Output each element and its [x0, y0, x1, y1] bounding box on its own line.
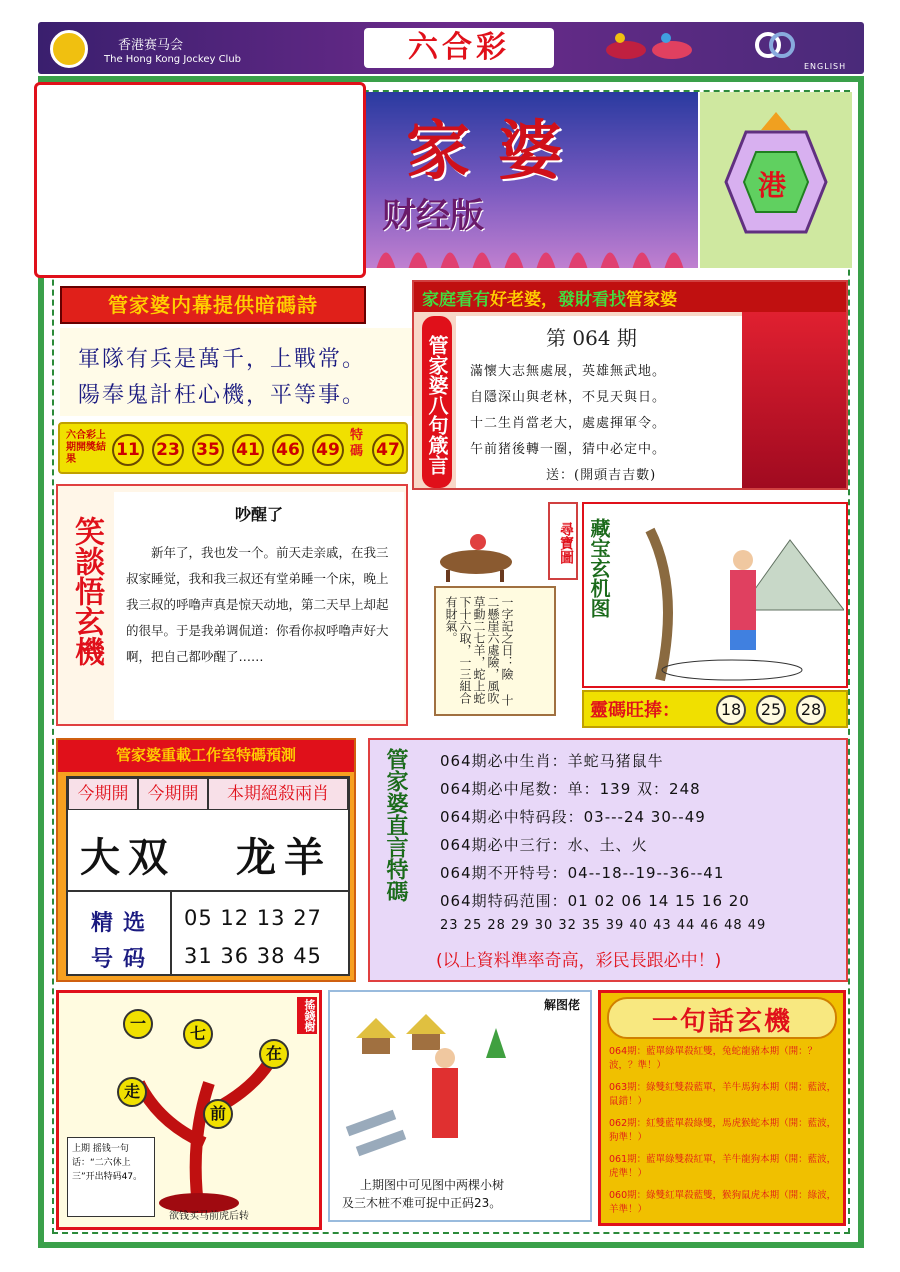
prediction-value-1: 大双: [80, 834, 176, 881]
lantern-panel: [700, 92, 852, 268]
result-ball: 35: [192, 434, 224, 466]
pick-label: 精选号码: [90, 911, 155, 972]
eight-verses-header: [414, 282, 846, 312]
poem-header: [60, 286, 366, 324]
prediction-panel: [56, 738, 356, 982]
joke-text: 新年了，我也发一个。前天走亲戚，在我三叔家睡觉，我和我三叔还有堂弟睡一个床，晚上我三叔的呼噜声真是惊天动地，第二天早上却起的很早。于是我弟调侃道：你看你叔呼噜声好大啊，把自己都吵醒了……: [126, 545, 389, 664]
lottery-title: 六合彩: [408, 30, 510, 65]
table-divider: [68, 890, 348, 892]
picture-clue-label: 解图佬: [543, 998, 580, 1012]
eight-verses-content: [456, 316, 742, 488]
direct-tips-panel: [368, 738, 848, 982]
treasure-vertical-title: 藏宝玄机图: [587, 518, 611, 618]
lottery-title-box: [364, 28, 554, 68]
riddle-line: 063期：綠雙紅雙殺藍單，羊牛馬狗本期（開：藍波，鼠錯！）: [609, 1082, 837, 1107]
riddle-title: 一句話玄機: [651, 1007, 792, 1037]
tip-line: 064期必中生肖：羊蛇马猪鼠牛: [440, 752, 664, 770]
results-label: 六合彩上期開獎結果: [66, 430, 106, 465]
money-tree-panel: [56, 990, 322, 1230]
mark-six-logo-icon: [750, 30, 800, 60]
header-part-c: 發財看找: [558, 290, 626, 310]
money-tree-title: 搖錢樹: [297, 997, 317, 1034]
result-ball: 23: [152, 434, 184, 466]
result-ball: 46: [272, 434, 304, 466]
header-part-a: 家庭看有: [422, 290, 490, 310]
banner: [366, 92, 698, 268]
racing-horses-icon: [598, 26, 708, 68]
tip-line: 064期必中尾数：单：139 双：248: [440, 780, 701, 798]
lotus-decoration-icon: [366, 230, 698, 268]
tree-note: 上期 摇钱一句话：“二六休上三”开出特码47。: [67, 1137, 155, 1217]
riddle-line: 064期：藍單綠單殺紅雙，兔蛇龍豬本期（開：？波，？準！）: [609, 1046, 818, 1071]
joke-title: 吵醒了: [234, 505, 283, 524]
pick-numbers-row-1: 05 12 13 27: [184, 906, 322, 930]
eight-verses-vertical-title: 管家婆八句箴言: [422, 316, 452, 488]
english-link[interactable]: ENGLISH: [804, 62, 847, 71]
verse-line: 滿懷大志無處展，英雄無武地。: [470, 364, 667, 379]
banner-subtitle: 财经版: [382, 196, 484, 236]
riddle-scroll: [434, 586, 556, 716]
lantern-badge: 港: [758, 169, 787, 202]
horse-rider-icon: [426, 528, 526, 584]
tree-coin: 走: [117, 1077, 147, 1107]
prediction-value-2: 龙羊: [236, 834, 332, 881]
riddle-line: 061期：藍單綠雙殺紅單，羊牛龍狗本期（開：藍波，虎準！）: [609, 1154, 837, 1179]
lucky-ball: 28: [796, 695, 826, 725]
result-ball: 41: [232, 434, 264, 466]
tree-coin: 前: [203, 1099, 233, 1129]
hkjc-logo-icon: [50, 30, 88, 68]
org-name-cn: 香港赛马会: [118, 38, 184, 53]
col-header-1: 今期開: [68, 778, 138, 810]
poem-line-1: 軍隊有兵是萬千，上戰常。: [78, 347, 367, 372]
tip-line: 064期必中三行：水、土、火: [440, 836, 648, 854]
special-label: 特碼: [350, 428, 364, 459]
last-results: [58, 422, 408, 474]
joke-content: [114, 492, 404, 720]
treasure-area: [420, 502, 848, 730]
col-header-3: 本期絕殺兩肖: [208, 778, 348, 810]
riddle-header: [607, 997, 837, 1039]
one-line-riddle-panel: [598, 990, 846, 1226]
header-part-d: 管家婆: [626, 290, 677, 310]
riddle-text: 一字記之日：險 十二懸崖六處險，風吹草動二七羊，蛇上蛇下十六取，一三組合有財氣。: [444, 596, 514, 706]
tree-bottom-text: 欲钱买马前虎后转: [169, 1211, 249, 1222]
joke-panel: [56, 484, 408, 726]
bride-image: [742, 312, 846, 488]
treasure-map-label: 尋寶圖: [548, 502, 578, 580]
tree-and-girl-illustration-icon: [620, 510, 844, 684]
poem-line-2: 陽奉鬼計枉心機，平等事。: [78, 383, 367, 408]
pick-numbers-row-2: 31 36 38 45: [184, 944, 322, 968]
picture-caption-line-1: 上期图中可见图中两棵小树: [360, 1178, 505, 1192]
picture-clue-panel: [328, 990, 592, 1222]
lucky-ball: 25: [756, 695, 786, 725]
result-ball: 49: [312, 434, 344, 466]
verse-line: 午前猪後轉一圈，猜中必定中。: [470, 442, 667, 457]
tree-coin: 七: [183, 1019, 213, 1049]
tree-coin: 在: [259, 1039, 289, 1069]
tip-line: 064期不开特号：04--18--19--36--41: [440, 864, 725, 882]
direct-vertical-title: 管家婆直言特碼: [383, 748, 408, 902]
lucky-label: 靈碼旺捧：: [590, 700, 680, 721]
landscape-illustration-icon: [336, 998, 532, 1168]
verse-line: 送：(開頭吉吉數): [546, 468, 657, 483]
picture-caption-line-2: 及三木桩不难可捉中正码23。: [342, 1196, 502, 1210]
lucky-ball: 18: [716, 695, 746, 725]
result-ball: 11: [112, 434, 144, 466]
prediction-header-text: 管家婆重載工作室特碼預測: [115, 746, 296, 764]
col-header-2: 今期開: [138, 778, 208, 810]
prediction-table: [66, 776, 350, 976]
treasure-picture: [582, 502, 848, 688]
prediction-header: [58, 740, 354, 772]
riddle-line: 062期：紅雙藍單殺綠雙，馬虎猴蛇本期（開：藍波，狗準！）: [609, 1118, 837, 1143]
table-divider: [170, 890, 172, 974]
riddle-line: 060期：綠雙紅單殺藍雙，猴狗鼠虎本期（開：綠波，羊準！）: [609, 1190, 837, 1215]
special-ball: 47: [372, 434, 404, 466]
tree-coin: 一: [123, 1009, 153, 1039]
poem-header-text: 管家婆内幕提供暗碼詩: [108, 293, 318, 317]
tip-line: 064期必中特码段：03---24 30--49: [440, 808, 706, 826]
lucky-numbers: [582, 690, 848, 728]
tip-line: 064期特码范围：01 02 06 14 15 16 20: [440, 892, 750, 910]
org-name-en: The Hong Kong Jockey Club: [104, 54, 242, 65]
eight-verses-header-text: [422, 285, 677, 310]
banner-title: 家婆: [406, 114, 590, 189]
verse-line: 自隱深山與老林，不見天與日。: [470, 390, 667, 405]
verse-line: 十二生肖當老大，處處揮軍令。: [470, 416, 667, 431]
direct-footer: (以上資料準率奇高，彩民長跟必中！): [436, 951, 722, 971]
issue-number: 第 064 期: [546, 326, 637, 350]
joke-vertical-title: 笑談悟玄機: [69, 516, 104, 666]
blank-ad-box: [34, 82, 366, 278]
tip-line: 23 25 28 29 30 32 35 39 40 43 44 46 48 49: [440, 918, 767, 933]
header-part-b: 好老婆，: [490, 290, 558, 310]
poem-box: [60, 328, 412, 416]
top-bar: [38, 22, 864, 74]
eight-verses-panel: [412, 280, 848, 490]
